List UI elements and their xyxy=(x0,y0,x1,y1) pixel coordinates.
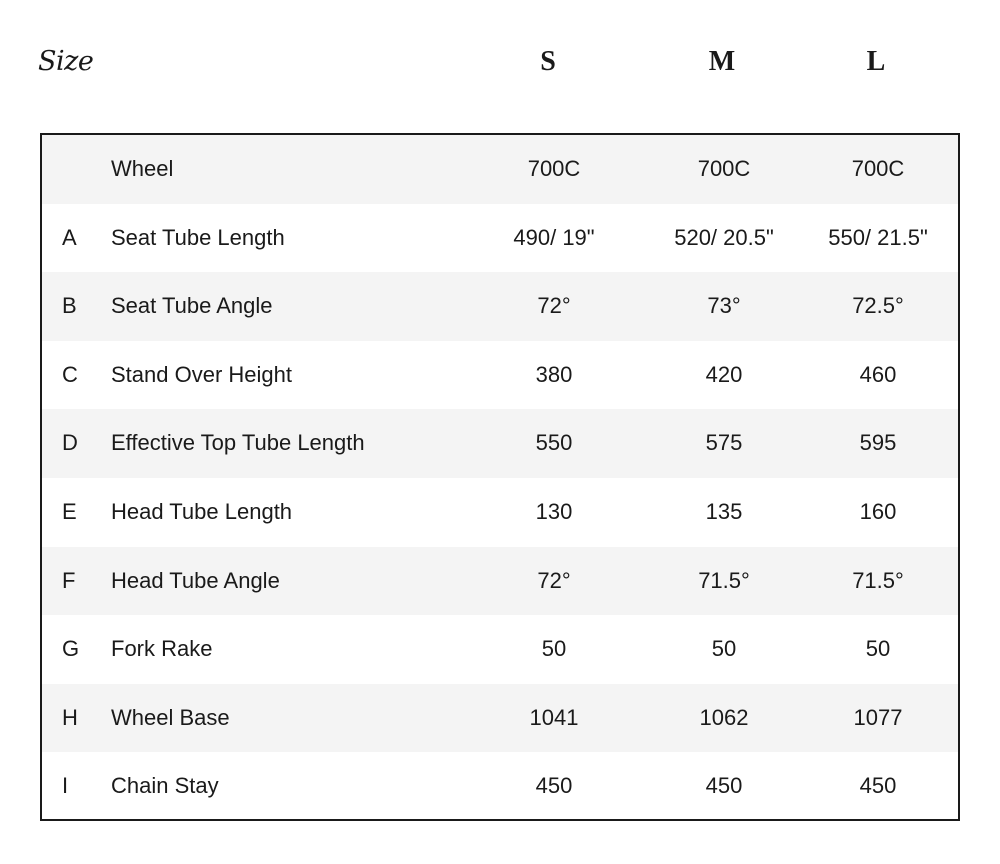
value-s: 50 xyxy=(541,636,567,662)
value-l: 595 xyxy=(859,430,897,456)
value-s: 72° xyxy=(537,567,571,593)
table-row-head-tube-angle xyxy=(42,547,958,616)
value-l: 450 xyxy=(859,773,897,799)
geometry-table xyxy=(40,133,960,821)
row-letter: G xyxy=(62,636,80,662)
table-row-seat-tube-angle xyxy=(42,272,958,341)
value-m: 71.5° xyxy=(698,567,750,593)
value-s: 700C xyxy=(527,156,581,181)
value-m: 575 xyxy=(705,430,743,456)
row-name: Chain Stay xyxy=(111,773,219,799)
value-s: 490/ 19" xyxy=(513,224,595,250)
value-l: 71.5° xyxy=(852,567,904,593)
row-letter: B xyxy=(62,293,77,319)
row-name: Effective Top Tube Length xyxy=(111,430,365,456)
table-row-stand-over-height xyxy=(42,341,958,410)
size-header xyxy=(0,38,1000,92)
value-s: 380 xyxy=(535,361,573,387)
size-m-header: M xyxy=(708,46,736,77)
value-l: 550/ 21.5" xyxy=(828,224,928,250)
table-row-wheel xyxy=(42,135,958,204)
value-m: 520/ 20.5" xyxy=(674,224,774,250)
size-l-header: L xyxy=(866,46,886,77)
value-s: 130 xyxy=(535,498,573,524)
row-name: Head Tube Length xyxy=(111,498,293,524)
value-m: 420 xyxy=(705,361,743,387)
row-name: Wheel Base xyxy=(111,704,230,730)
table-row-wheel-base xyxy=(42,684,958,753)
table-row-chain-stay xyxy=(42,752,958,821)
value-m: 1062 xyxy=(699,704,749,730)
value-s: 1041 xyxy=(529,704,579,730)
row-letter: F xyxy=(62,567,76,593)
value-m: 450 xyxy=(705,773,743,799)
value-m: 50 xyxy=(711,636,737,662)
row-letter: H xyxy=(62,704,78,730)
row-name: Head Tube Angle xyxy=(111,567,280,593)
value-l: 700C xyxy=(851,156,905,181)
value-s: 550 xyxy=(535,430,573,456)
value-l: 160 xyxy=(859,498,897,524)
row-letter: D xyxy=(62,430,78,456)
table-row-seat-tube-length xyxy=(42,204,958,273)
row-name: Seat Tube Length xyxy=(111,224,285,250)
value-l: 1077 xyxy=(853,704,903,730)
row-letter: I xyxy=(62,773,69,799)
row-letter: C xyxy=(62,361,78,387)
value-l: 460 xyxy=(859,361,897,387)
table-row-fork-rake xyxy=(42,615,958,684)
value-s: 450 xyxy=(535,773,573,799)
row-letter xyxy=(62,135,92,204)
value-m: 700C xyxy=(697,156,751,181)
value-s: 72° xyxy=(537,293,571,319)
value-m: 135 xyxy=(705,498,743,524)
table-row-head-tube-length xyxy=(42,478,958,547)
table-row-effective-top-tube-length xyxy=(42,409,958,478)
row-name: Fork Rake xyxy=(111,636,213,662)
row-letter: E xyxy=(62,498,77,524)
value-m: 73° xyxy=(707,293,741,319)
row-name: Stand Over Height xyxy=(111,361,292,387)
value-l: 72.5° xyxy=(852,293,904,319)
row-letter: A xyxy=(62,224,77,250)
row-name: Seat Tube Angle xyxy=(111,293,273,319)
size-s-header: S xyxy=(540,46,556,77)
row-name: Wheel xyxy=(111,156,174,181)
value-l: 50 xyxy=(865,636,891,662)
size-label: Size xyxy=(38,46,94,77)
